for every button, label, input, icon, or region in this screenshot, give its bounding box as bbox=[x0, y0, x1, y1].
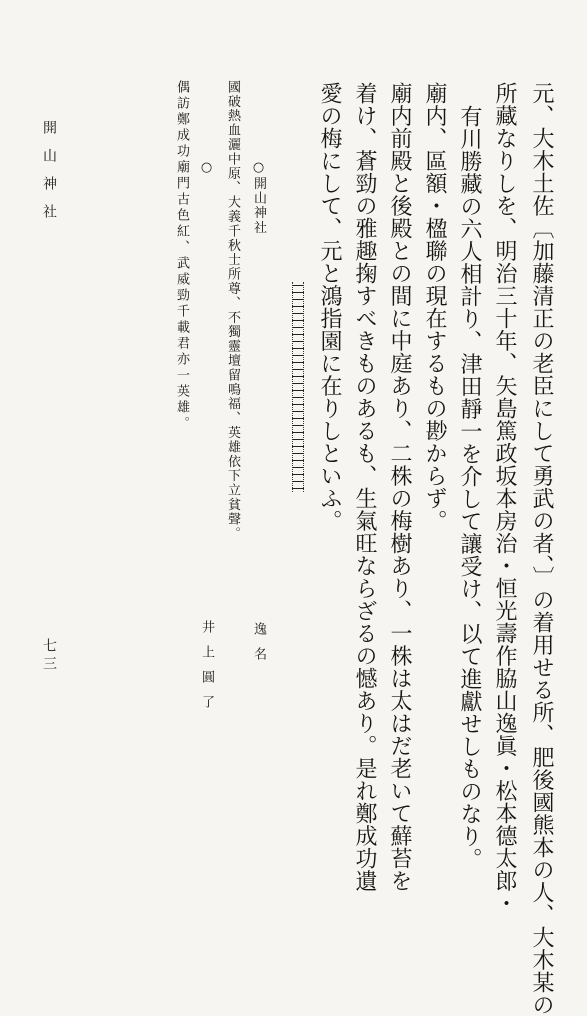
text-column-5: 廟内前殿と後殿との間に中庭あり、二株の梅樹あり、一株は太はだ老いて蘚苔を bbox=[387, 82, 412, 892]
wavy-divider bbox=[292, 282, 304, 492]
text-column-1: 元、大木土佐〔加藤清正の老臣にして勇武の者、〕の着用せる所、肥後國熊本の人、大木某の bbox=[529, 82, 554, 1016]
poem-line-2: 偶訪鄭成功廟門古色紅、武威勁千載君亦一英雄。 bbox=[174, 80, 189, 432]
poem-author-2: 井上圓了 bbox=[199, 620, 214, 720]
poem-line-1: 國破熱血灑中原、大義千秋士所尊、不獨靈壇留鳴福、英雄依下立貧聲。 bbox=[225, 80, 240, 541]
poem-heading: ○開山神社 bbox=[251, 160, 266, 235]
text-column-6: 着け、蒼勁の雅趣掬すべきものあるも、生氣旺ならざるの憾あり。是れ鄭成功遺 bbox=[352, 82, 377, 892]
text-column-7: 愛の梅にして、元と鴻指園に在りしといふ。 bbox=[317, 82, 342, 532]
running-head: 開山神社 bbox=[41, 120, 57, 232]
poem-marker: ○ bbox=[199, 160, 214, 177]
page-number: 七三 bbox=[41, 638, 57, 674]
text-column-2: 所藏なりしを、明治三十年、矢島篤政坂本房治・恒光壽作脇山逸眞・松本德太郎・ bbox=[492, 82, 517, 915]
text-column-3: 有川勝藏の六人相計り、津田靜一を介して讓受け、以て進獻せしものなり。 bbox=[457, 105, 482, 870]
text-column-4: 廟内、區額・楹聯の現在するもの尠からず。 bbox=[422, 82, 447, 532]
poem-author-1: 逸名 bbox=[251, 622, 266, 672]
